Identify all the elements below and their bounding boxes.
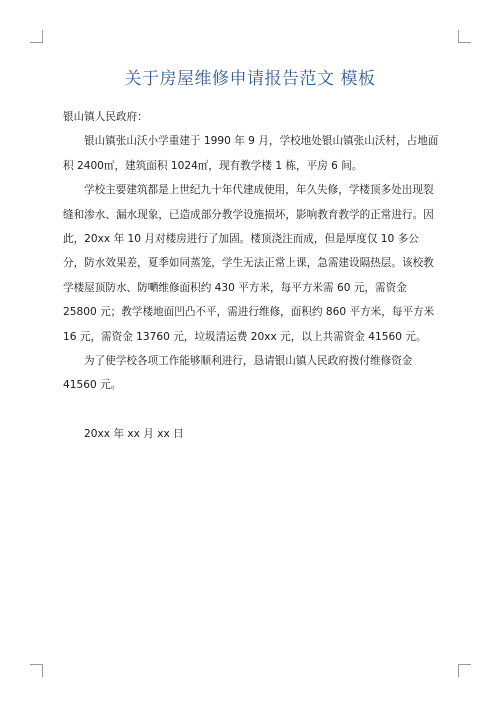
page-corner-mark-bottom-left <box>30 664 43 677</box>
paragraph-request: 为了使学校各项工作能够顺利进行，恳请银山镇人民政府拨付维修资金 41560 元。 <box>63 355 413 392</box>
document-date: 20xx 年 xx 月 xx 日 <box>84 427 184 440</box>
document-title: 关于房屋维修申请报告范文 模板 <box>124 69 376 89</box>
spacer <box>63 398 440 422</box>
page-corner-mark-top-left <box>30 30 43 43</box>
page-corner-mark-bottom-right <box>458 664 471 677</box>
page-corner-mark-top-right <box>458 30 471 43</box>
paragraph-details: 学校主要建筑都是上世纪九十年代建成使用，年久失修，学楼顶多处出现裂缝和渗水、漏水现象，已造成部分教学设施损坏，影响教育教学的正常进行。因此，20xx 年 10 月对楼房进行了加固。楼顶浇注而成，但是厚度仅 10 多公分，防水效果差，夏季如同蒸笼，学生无法正常上课，急需建设隔热层。该校教学楼屋顶防水、防嗮维修面积约 430 平方米，每平方米需 60 元，需资金 25800 元；教学楼地面凹凸不平，需进行维修，面积约 860 平方米，每平方米 16 元，需资金 13760 元，垃圾清运费 20xx 元，以上共需资金 41560 元。 <box>63 184 435 343</box>
salutation: 银山镇人民政府： <box>63 111 148 123</box>
document-body <box>63 105 440 446</box>
paragraph-background: 银山镇张山沃小学重建于 1990 年 9 月，学校地处银山镇张山沃村，占地面积 2400㎡，建筑面积 1024㎡，现有教学楼 1 栋，平房 6 间。 <box>63 135 439 172</box>
